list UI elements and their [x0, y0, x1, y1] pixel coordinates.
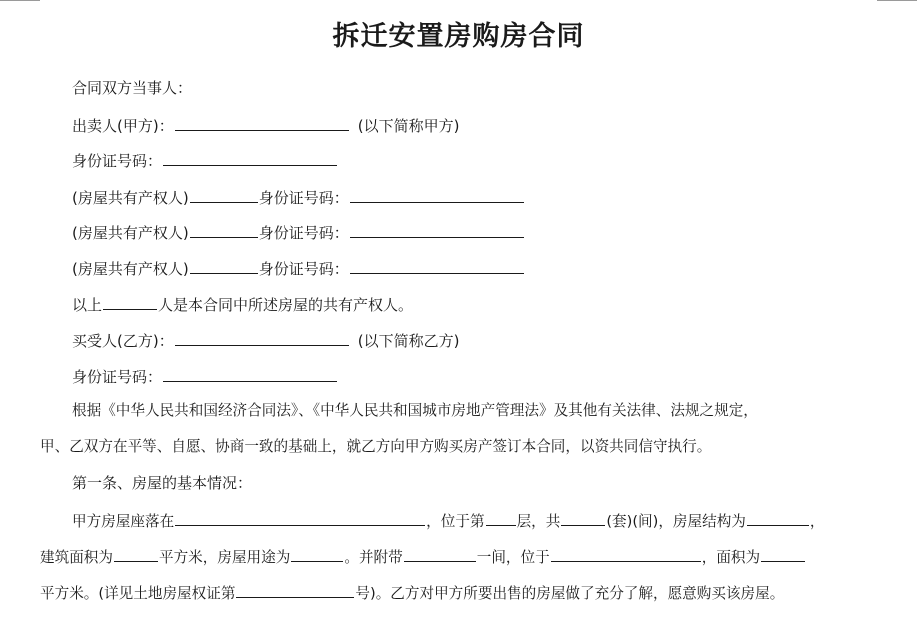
acknowledgement-text: 号)。乙方对甲方所要出售的房屋做了充分了解，愿意购买该房屋。	[355, 585, 785, 602]
co-owner-id-label: 身份证号码：	[258, 189, 349, 207]
buyer-line	[72, 329, 459, 351]
article1-row2	[40, 545, 806, 568]
buyer-name-blank[interactable]	[175, 329, 349, 346]
co-owner-label: (房屋共有产权人)	[72, 189, 189, 207]
co-owner-name-blank[interactable]	[190, 257, 258, 274]
article1-row1	[72, 509, 825, 532]
co-owner-id-label: 身份证号码：	[258, 224, 349, 242]
usage-label: 平方米，房屋用途为	[158, 549, 291, 566]
buyer-id-line	[72, 365, 338, 387]
co-owner-line-1	[72, 186, 525, 208]
co-owner-id-blank[interactable]	[350, 186, 524, 203]
area-label: 建筑面积为	[40, 549, 113, 566]
buyer-label: 买受人(乙方)：	[72, 332, 174, 350]
parties-heading: 合同双方当事人：	[72, 79, 193, 97]
page-corner-mark-left	[0, 0, 40, 1]
seller-id-label: 身份证号码：	[72, 152, 163, 170]
co-owner-summary-suffix: 人是本合同中所述房屋的共有产权人。	[158, 296, 414, 314]
attached-area-blank[interactable]	[761, 545, 805, 562]
co-owner-line-2	[72, 221, 525, 243]
document-title: 拆迁安置房购房合同	[332, 21, 585, 52]
article1-row3	[40, 581, 784, 604]
co-owner-id-label: 身份证号码：	[258, 260, 349, 278]
units-label: 层，共	[516, 513, 561, 530]
units-blank[interactable]	[561, 509, 605, 526]
attached-location-label: 一间，位于	[476, 549, 550, 566]
attached-area-label: ，面积为	[701, 549, 761, 566]
buyer-id-label: 身份证号码：	[72, 368, 163, 386]
structure-blank[interactable]	[747, 509, 809, 526]
co-owner-name-blank[interactable]	[190, 221, 258, 238]
seller-alias: (以下简称甲方)	[357, 117, 460, 135]
certificate-number-blank[interactable]	[236, 581, 354, 598]
seller-line	[72, 114, 459, 136]
floor-label: ，位于第	[426, 513, 485, 530]
buyer-id-blank[interactable]	[163, 365, 337, 382]
buyer-alias: (以下简称乙方)	[357, 332, 460, 350]
co-owner-id-blank[interactable]	[350, 257, 524, 274]
attached-label: 。并附带	[344, 549, 403, 566]
floor-blank[interactable]	[486, 509, 516, 526]
preamble-line-2: 甲、乙双方在平等、自愿、协商一致的基础上，就乙方向甲方购买房产签订本合同，以资共同信守执行。	[40, 438, 712, 455]
co-owner-summary-line	[72, 293, 413, 315]
preamble-line-1: 根据《中华人民共和国经济合同法》、《中华人民共和国城市房地产管理法》及其他有关法律、法规之规定，	[72, 402, 758, 419]
co-owner-line-3	[72, 257, 525, 279]
location-label: 甲方房屋座落在	[72, 513, 175, 530]
co-owner-summary-prefix: 以上	[72, 296, 103, 314]
co-owner-id-blank[interactable]	[350, 221, 524, 238]
area-blank[interactable]	[114, 545, 158, 562]
co-owner-name-blank[interactable]	[190, 186, 258, 203]
seller-name-blank[interactable]	[175, 114, 349, 131]
article1-heading: 第一条、房屋的基本情况：	[72, 474, 253, 492]
seller-id-line	[72, 149, 338, 171]
usage-blank[interactable]	[291, 545, 343, 562]
page-corner-mark-right	[877, 0, 917, 1]
co-owner-count-blank[interactable]	[103, 293, 157, 310]
attached-blank[interactable]	[404, 545, 476, 562]
certificate-label: 平方米。(详见土地房屋权证第	[40, 585, 236, 602]
co-owner-label: (房屋共有产权人)	[72, 260, 189, 278]
structure-label: (套)(间)，房屋结构为	[606, 513, 746, 530]
seller-id-blank[interactable]	[163, 149, 337, 166]
seller-label: 出卖人(甲方)：	[72, 117, 174, 135]
punctuation: ，	[809, 513, 825, 530]
attached-location-blank[interactable]	[551, 545, 701, 562]
co-owner-label: (房屋共有产权人)	[72, 224, 189, 242]
location-blank[interactable]	[175, 509, 425, 526]
